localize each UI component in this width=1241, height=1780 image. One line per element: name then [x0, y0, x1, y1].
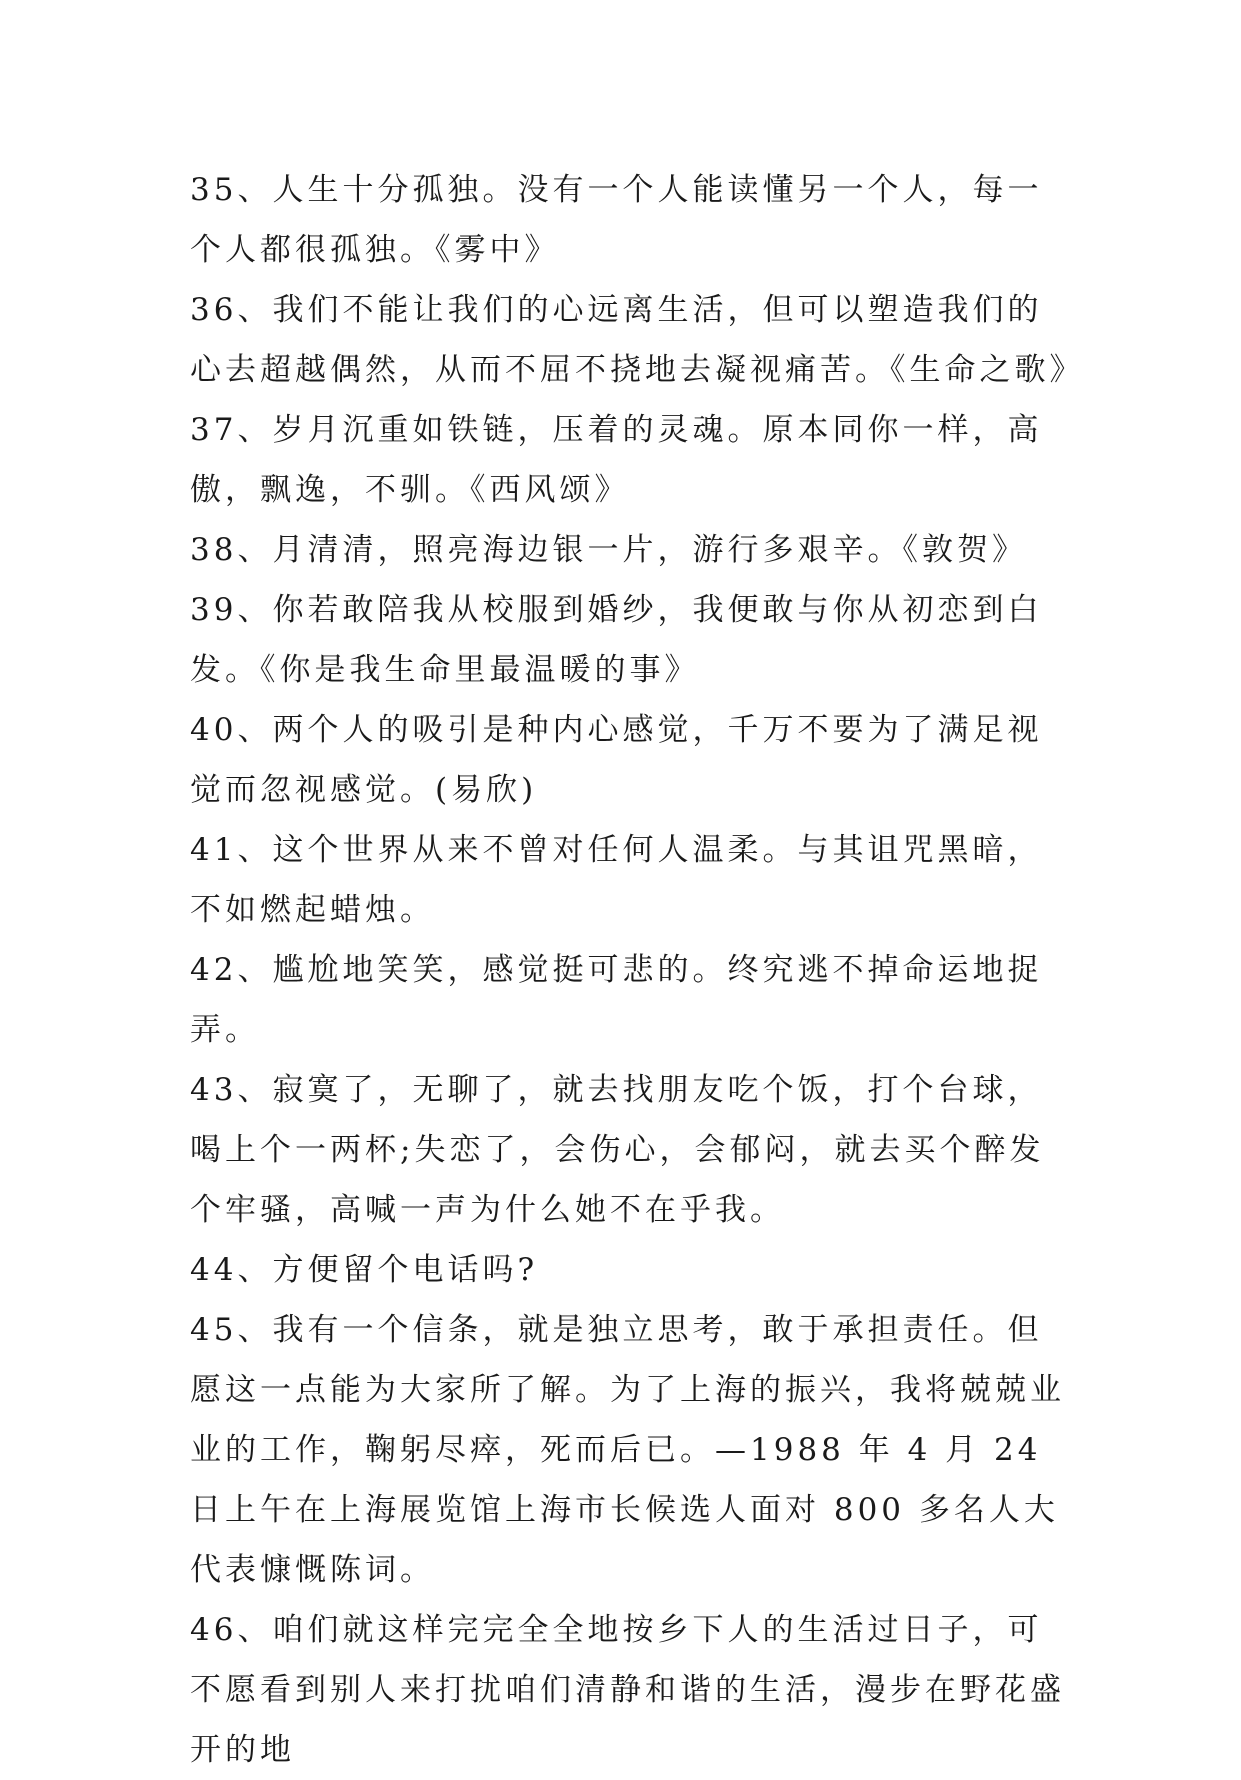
quote-entry-41: 41、这个世界从来不曾对任何人温柔。与其诅咒黑暗，不如燃起蜡烛。	[190, 832, 1043, 928]
quote-entry-37: 37、岁月沉重如铁链，压着的灵魂。原本同你一样，高傲，飘逸，不驯。《西风颂》	[190, 412, 1043, 508]
quote-entry-43: 43、寂寞了，无聊了，就去找朋友吃个饭，打个台球，喝上个一两杯;失恋了，会伤心，会郁闷，就去买个醉发个牢骚，高喊一声为什么她不在乎我。	[190, 1072, 1045, 1228]
quote-entry-36: 36、我们不能让我们的心远离生活，但可以塑造我们的心去超越偶然，从而不屈不挠地去凝视痛苦。《生命之歌》	[190, 292, 1085, 388]
quote-list	[190, 160, 1085, 1780]
quote-entry-45: 45、我有一个信条，就是独立思考，敢于承担责任。但愿这一点能为大家所了解。为了上海的振兴，我将兢兢业业的工作，鞠躬尽瘁，死而后已。—1988 年 4 月 24 日上午在上海展览馆上海市长候选人面对 800 多名人大代表慷慨陈词。	[190, 1312, 1065, 1588]
quote-entry-35: 35、人生十分孤独。没有一个人能读懂另一个人，每一个人都很孤独。《雾中》	[190, 172, 1043, 268]
quote-entry-40: 40、两个人的吸引是种内心感觉，千万不要为了满足视觉而忽视感觉。(易欣)	[190, 712, 1043, 808]
quote-entry-39: 39、你若敢陪我从校服到婚纱，我便敢与你从初恋到白发。《你是我生命里最温暖的事》	[190, 592, 1043, 688]
quote-entry-44: 44、方便留个电话吗?	[190, 1252, 539, 1288]
quote-entry-46: 46、咱们就这样完完全全地按乡下人的生活过日子，可不愿看到别人来打扰咱们清静和谐的生活，漫步在野花盛开的地	[190, 1612, 1065, 1768]
quote-entry-42: 42、尴尬地笑笑，感觉挺可悲的。终究逃不掉命运地捉弄。	[190, 952, 1043, 1048]
quote-entry-38: 38、月清清，照亮海边银一片，游行多艰辛。《敦贺》	[190, 532, 1027, 568]
